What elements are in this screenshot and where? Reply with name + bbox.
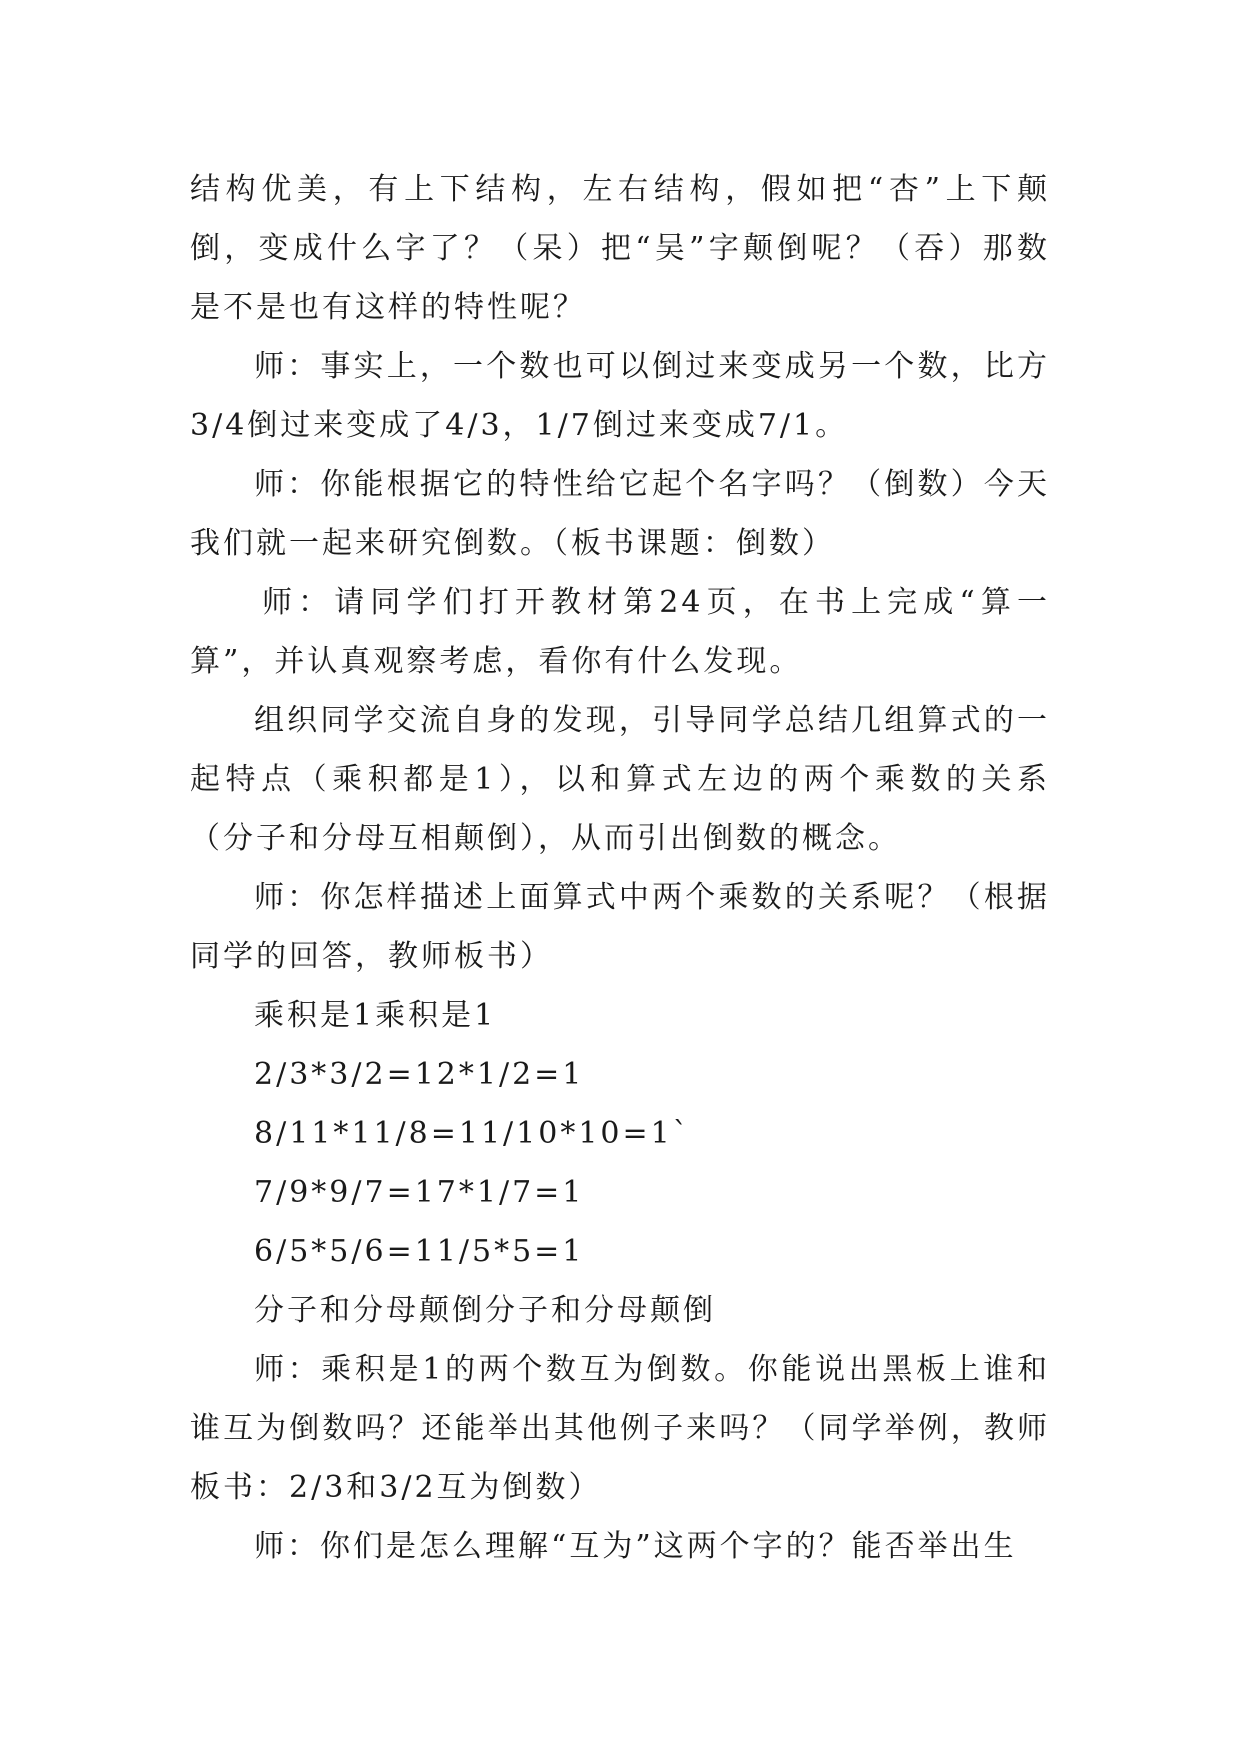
board-line-product-heading: 乘积是1乘积是1 [254, 998, 497, 1033]
paragraph-number-inversion: 师：事实上，一个数也可以倒过来变成另一个数，比方3/4倒过来变成了4/3，1/7倒过来变成7/1。 [190, 349, 1050, 443]
paragraph-textbook-task: 师：请同学们打开教材第24页，在书上完成“算一算”，并认真观察考虑，看你有什么发现。 [190, 585, 1050, 679]
document-body [190, 160, 1050, 1576]
board-line-equation-4: 6/5*5/6=11/5*5=1 [254, 1234, 585, 1269]
paragraph-character-inversion: 结构优美，有上下结构，左右结构，假如把“杏”上下颠倒，变成什么字了？（呆）把“吴”字颠倒呢？（吞）那数是不是也有这样的特性呢？ [190, 172, 1050, 325]
paragraph-describe-relation: 师：你怎样描述上面算式中两个乘数的关系呢？（根据同学的回答，教师板书） [190, 880, 1050, 974]
board-line-equation-3: 7/9*9/7=17*1/7=1 [254, 1175, 585, 1210]
board-line-equation-2: 8/11*11/8=11/10*10=1` [254, 1116, 691, 1151]
paragraph-discussion: 组织同学交流自身的发现，引导同学总结几组算式的一起特点（乘积都是1），以和算式左边的两个乘数的关系（分子和分母互相颠倒），从而引出倒数的概念。 [190, 703, 1050, 856]
paragraph-mutual-meaning: 师：你们是怎么理解“互为”这两个字的？能否举出生 [254, 1529, 1017, 1564]
board-line-equation-1: 2/3*3/2=12*1/2=1 [254, 1057, 585, 1092]
paragraph-naming-reciprocal: 师：你能根据它的特性给它起个名字吗？（倒数）今天我们就一起来研究倒数。（板书课题：倒数） [190, 467, 1050, 561]
paragraph-definition: 师：乘积是1的两个数互为倒数。你能说出黑板上谁和谁互为倒数吗？还能举出其他例子来吗？（同学举例，教师板书：2/3和3/2互为倒数） [190, 1352, 1050, 1505]
board-line-inversion-note: 分子和分母颠倒分子和分母颠倒 [254, 1293, 716, 1328]
